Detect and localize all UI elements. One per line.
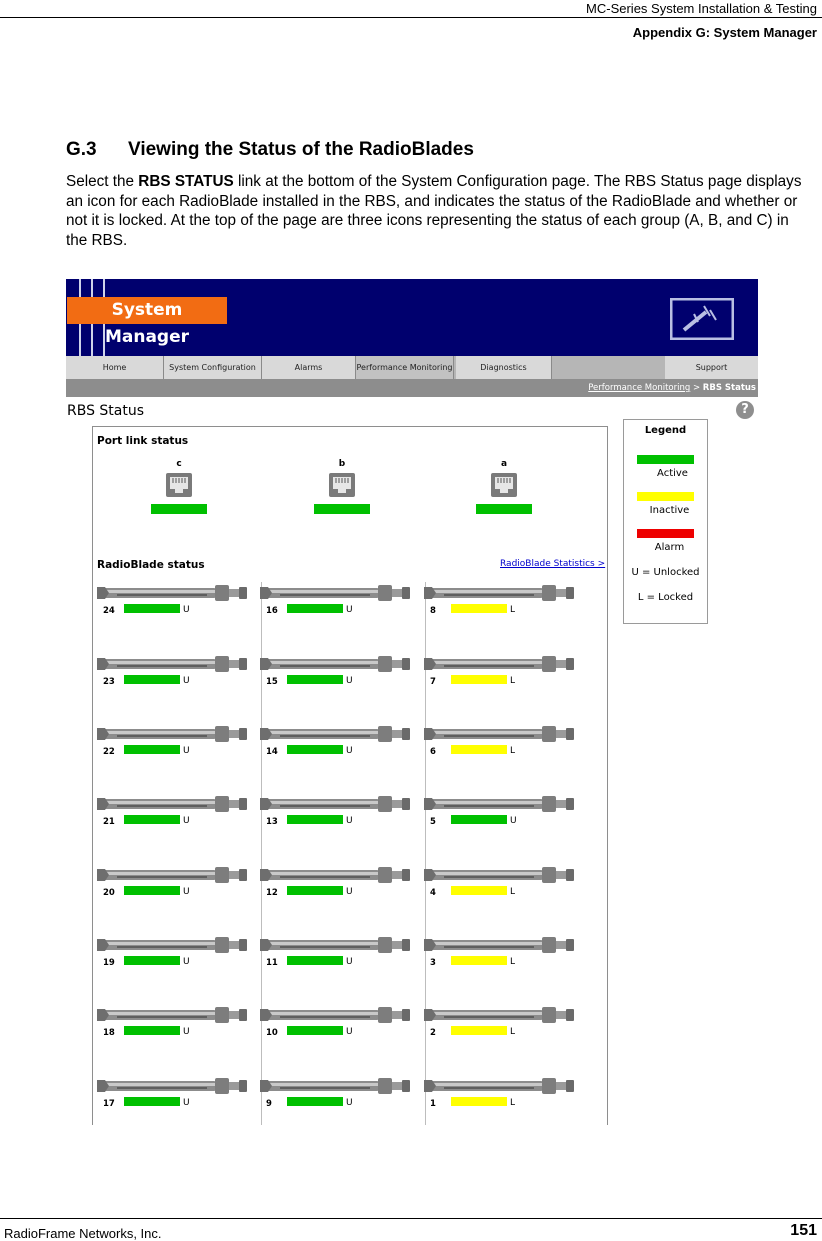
radioblade-number: 21 bbox=[103, 817, 115, 827]
radioblade-status-bar bbox=[124, 1097, 180, 1106]
help-icon[interactable]: ? bbox=[736, 401, 754, 419]
radioblade-2[interactable] bbox=[424, 1005, 576, 1039]
radioblade-1[interactable] bbox=[424, 1076, 576, 1110]
breadcrumb bbox=[66, 379, 758, 397]
radioblade-lock-state: U bbox=[183, 605, 190, 615]
radioblade-number: 8 bbox=[430, 606, 436, 616]
radioblade-status-bar bbox=[287, 1026, 343, 1035]
radioblade-status-bar bbox=[124, 604, 180, 613]
radioblade-number: 4 bbox=[430, 888, 436, 898]
nav-tab-system-configuration[interactable]: System Configuration bbox=[164, 356, 262, 379]
radioblade-status-bar bbox=[451, 956, 507, 965]
rbs-status-screenshot bbox=[66, 279, 758, 1125]
legend-label-inactive: Inactive bbox=[649, 505, 690, 516]
radioblade-icon bbox=[97, 724, 249, 746]
header-rule bbox=[0, 17, 822, 18]
legend-label-unlocked: U = Unlocked bbox=[631, 567, 700, 578]
radioblade-icon bbox=[260, 935, 412, 957]
radioblade-number: 5 bbox=[430, 817, 436, 827]
legend-label-alarm: Alarm bbox=[654, 542, 685, 553]
radioblade-lock-state: U bbox=[183, 1027, 190, 1037]
running-header-subtitle: Appendix G: System Manager bbox=[632, 25, 817, 40]
radioblade-icon bbox=[97, 583, 249, 605]
radioblade-lock-state: U bbox=[346, 1027, 353, 1037]
radioblade-18[interactable] bbox=[97, 1005, 249, 1039]
radioblade-14[interactable] bbox=[260, 724, 412, 758]
nav-tab-diagnostics[interactable]: Diagnostics bbox=[456, 356, 552, 379]
port-label: a bbox=[500, 459, 508, 469]
radioblade-number: 11 bbox=[266, 958, 278, 968]
radioblade-number: 1 bbox=[430, 1099, 436, 1109]
radioblade-23[interactable] bbox=[97, 654, 249, 688]
radioblade-lock-state: L bbox=[510, 1027, 516, 1037]
radioblade-lock-state: U bbox=[346, 887, 353, 897]
radioblade-16[interactable] bbox=[260, 583, 412, 617]
page-number: 151 bbox=[790, 1222, 817, 1239]
legend-label-active: Active bbox=[657, 468, 688, 479]
radioblade-lock-state: U bbox=[183, 1098, 190, 1108]
body-text-post: link at the bottom of the System Configuration page. The RBS Status page displays an icon for each RadioBlade installed in the RBS, and indicates the status of the RadioBlade and whether or not it is locked. At the top of the page are three icons representing the status of each group (A, B, and C) in the RBS. bbox=[66, 173, 802, 249]
radioblade-icon bbox=[260, 654, 412, 676]
radioblade-icon bbox=[260, 865, 412, 887]
nav-tab-support[interactable]: Support bbox=[665, 356, 758, 379]
port-status-bar bbox=[314, 504, 370, 514]
radioblade-icon bbox=[260, 724, 412, 746]
legend-swatch-active bbox=[637, 455, 694, 464]
radioblade-icon bbox=[260, 1005, 412, 1027]
radioblade-status-heading: RadioBlade status bbox=[97, 559, 205, 571]
radioblade-number: 17 bbox=[103, 1099, 115, 1109]
ethernet-port-icon bbox=[165, 471, 193, 499]
radioblade-icon bbox=[97, 794, 249, 816]
radioblade-status-bar bbox=[124, 675, 180, 684]
breadcrumb-separator: > bbox=[690, 383, 703, 393]
radioblade-number: 20 bbox=[103, 888, 115, 898]
radioblade-status-bar bbox=[124, 1026, 180, 1035]
section-number: G.3 bbox=[66, 139, 97, 160]
radioblade-4[interactable] bbox=[424, 865, 576, 899]
radioblade-status-bar bbox=[451, 604, 507, 613]
port-label: b bbox=[338, 459, 346, 469]
main-nav bbox=[66, 356, 758, 379]
radioblade-status-bar bbox=[287, 886, 343, 895]
radioblade-status-bar bbox=[124, 956, 180, 965]
radioblade-number: 2 bbox=[430, 1028, 436, 1038]
app-banner bbox=[66, 279, 758, 356]
radioblade-lock-state: U bbox=[346, 1098, 353, 1108]
radioblade-number: 22 bbox=[103, 747, 115, 757]
radioblade-icon bbox=[97, 654, 249, 676]
radioblade-icon bbox=[97, 865, 249, 887]
radioblade-7[interactable] bbox=[424, 654, 576, 688]
radioblade-status-bar bbox=[451, 675, 507, 684]
radioblade-icon bbox=[97, 1076, 249, 1098]
radioblade-icon bbox=[424, 935, 576, 957]
radioblade-status-bar bbox=[451, 815, 507, 824]
radioframe-emblem-icon bbox=[670, 298, 734, 340]
radioblade-9[interactable] bbox=[260, 1076, 412, 1110]
radioblade-20[interactable] bbox=[97, 865, 249, 899]
radioblade-lock-state: U bbox=[183, 887, 190, 897]
radioblade-lock-state: L bbox=[510, 676, 516, 686]
radioblade-lock-state: U bbox=[183, 957, 190, 967]
radioblade-lock-state: L bbox=[510, 957, 516, 967]
radioblade-lock-state: U bbox=[183, 676, 190, 686]
radioblade-status-bar bbox=[451, 1097, 507, 1106]
radioblade-icon bbox=[424, 724, 576, 746]
radioblade-status-bar bbox=[287, 745, 343, 754]
radioblade-status-bar bbox=[287, 604, 343, 613]
legend-swatch-alarm bbox=[637, 529, 694, 538]
radioblade-icon bbox=[97, 935, 249, 957]
radioblade-statistics-link[interactable]: RadioBlade Statistics > bbox=[500, 559, 606, 569]
radioblade-13[interactable] bbox=[260, 794, 412, 828]
radioblade-status-bar bbox=[124, 886, 180, 895]
radioblade-lock-state: L bbox=[510, 887, 516, 897]
radioblade-17[interactable] bbox=[97, 1076, 249, 1110]
radioblade-icon bbox=[424, 865, 576, 887]
port-label: c bbox=[176, 459, 182, 469]
radioblade-icon bbox=[424, 583, 576, 605]
nav-tab-alarms[interactable]: Alarms bbox=[262, 356, 356, 379]
radioblade-5[interactable] bbox=[424, 794, 576, 828]
radioblade-number: 16 bbox=[266, 606, 278, 616]
radioblade-number: 18 bbox=[103, 1028, 115, 1038]
radioblade-15[interactable] bbox=[260, 654, 412, 688]
radioblade-lock-state: U bbox=[510, 816, 517, 826]
breadcrumb-link[interactable]: Performance Monitoring bbox=[588, 383, 691, 393]
radioblade-number: 15 bbox=[266, 677, 278, 687]
legend-title: Legend bbox=[644, 425, 687, 436]
radioblade-number: 14 bbox=[266, 747, 278, 757]
radioblade-status-bar bbox=[287, 956, 343, 965]
radioblade-icon bbox=[260, 583, 412, 605]
radioblade-icon bbox=[424, 654, 576, 676]
radioblade-3[interactable] bbox=[424, 935, 576, 969]
nav-tab-home[interactable]: Home bbox=[66, 356, 164, 379]
radioblade-lock-state: U bbox=[346, 746, 353, 756]
radioblade-number: 7 bbox=[430, 677, 436, 687]
radioblade-lock-state: L bbox=[510, 1098, 516, 1108]
radioblade-lock-state: U bbox=[346, 676, 353, 686]
radioblade-status-bar bbox=[451, 1026, 507, 1035]
body-text-bold: RBS STATUS bbox=[138, 173, 234, 190]
radioblade-number: 6 bbox=[430, 747, 436, 757]
radioblade-12[interactable] bbox=[260, 865, 412, 899]
legend bbox=[623, 419, 708, 624]
section-body bbox=[66, 172, 806, 250]
radioblade-status-bar bbox=[287, 815, 343, 824]
radioblade-icon bbox=[260, 794, 412, 816]
status-panel bbox=[92, 426, 608, 1125]
radioblade-number: 24 bbox=[103, 606, 115, 616]
radioblade-icon bbox=[97, 1005, 249, 1027]
radioblade-number: 10 bbox=[266, 1028, 278, 1038]
port-status-bar bbox=[151, 504, 207, 514]
radioblade-icon bbox=[424, 794, 576, 816]
body-text-pre: Select the bbox=[66, 173, 139, 190]
radioblade-11[interactable] bbox=[260, 935, 412, 969]
port-link-status-heading: Port link status bbox=[97, 435, 189, 447]
ethernet-port-icon bbox=[328, 471, 356, 499]
radioblade-status-bar bbox=[451, 745, 507, 754]
radioblade-24[interactable] bbox=[97, 583, 249, 617]
ethernet-port-icon bbox=[490, 471, 518, 499]
radioblade-lock-state: U bbox=[346, 816, 353, 826]
system-manager-logo: System Manager bbox=[67, 297, 227, 324]
section-heading bbox=[66, 139, 474, 161]
radioblade-number: 19 bbox=[103, 958, 115, 968]
radioblade-icon bbox=[424, 1005, 576, 1027]
radioblade-lock-state: L bbox=[510, 746, 516, 756]
nav-tab-performance-monitoring[interactable]: Performance Monitoring bbox=[356, 356, 454, 379]
legend-swatch-inactive bbox=[637, 492, 694, 501]
radioblade-number: 9 bbox=[266, 1099, 272, 1109]
breadcrumb-current: RBS Status bbox=[702, 383, 756, 393]
radioblade-8[interactable] bbox=[424, 583, 576, 617]
radioblade-icon bbox=[424, 1076, 576, 1098]
radioblade-lock-state: U bbox=[183, 816, 190, 826]
radioblade-21[interactable] bbox=[97, 794, 249, 828]
radioblade-number: 12 bbox=[266, 888, 278, 898]
radioblade-icon bbox=[260, 1076, 412, 1098]
radioblade-status-bar bbox=[287, 1097, 343, 1106]
radioblade-status-bar bbox=[287, 675, 343, 684]
legend-label-locked: L = Locked bbox=[637, 592, 694, 603]
section-title: Viewing the Status of the RadioBlades bbox=[128, 139, 474, 160]
running-header-title: MC-Series System Installation & Testing bbox=[586, 1, 817, 16]
radioblade-lock-state: U bbox=[183, 746, 190, 756]
radioblade-status-bar bbox=[124, 815, 180, 824]
radioblade-number: 3 bbox=[430, 958, 436, 968]
radioblade-6[interactable] bbox=[424, 724, 576, 758]
radioblade-status-bar bbox=[124, 745, 180, 754]
port-status-bar bbox=[476, 504, 532, 514]
radioblade-number: 23 bbox=[103, 677, 115, 687]
footer-rule bbox=[0, 1218, 822, 1219]
radioblade-number: 13 bbox=[266, 817, 278, 827]
radioblade-19[interactable] bbox=[97, 935, 249, 969]
radioblade-lock-state: L bbox=[510, 605, 516, 615]
radioblade-10[interactable] bbox=[260, 1005, 412, 1039]
radioblade-lock-state: U bbox=[346, 957, 353, 967]
footer-company: RadioFrame Networks, Inc. bbox=[4, 1226, 162, 1241]
page-title: RBS Status bbox=[67, 403, 145, 419]
radioblade-lock-state: U bbox=[346, 605, 353, 615]
radioblade-22[interactable] bbox=[97, 724, 249, 758]
radioblade-status-bar bbox=[451, 886, 507, 895]
